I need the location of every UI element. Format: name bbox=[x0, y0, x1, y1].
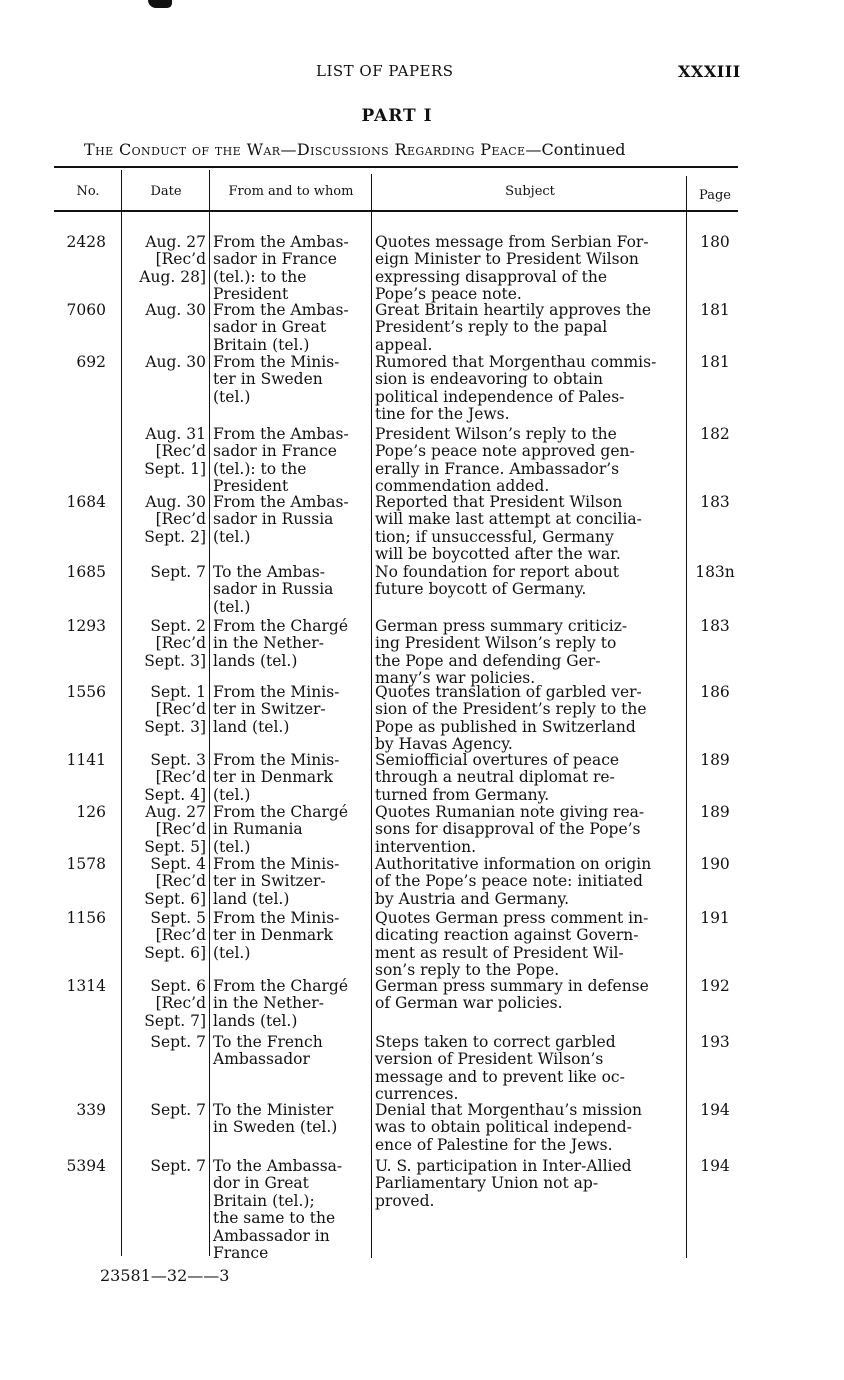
subject-line: expressing disapproval of the bbox=[375, 267, 608, 286]
running-head-page-number: XXXIII bbox=[678, 62, 741, 81]
row-number: 1556 bbox=[66, 683, 106, 701]
date-line: Sept. 3 bbox=[150, 751, 206, 769]
row-subject bbox=[375, 1158, 681, 1210]
from-line: sador in France bbox=[213, 250, 337, 269]
subject-line: Quotes message from Serbian For- bbox=[375, 233, 649, 251]
column-divider-3 bbox=[371, 174, 372, 1258]
subject-line: Steps taken to correct garbled bbox=[375, 1033, 616, 1051]
subject-line: sons for disapproval of the Pope’s bbox=[375, 820, 641, 839]
from-line: Britain (tel.) bbox=[213, 335, 310, 354]
row-from-to bbox=[213, 752, 368, 804]
row-date bbox=[124, 684, 206, 736]
from-line: From the Ambas- bbox=[213, 301, 349, 319]
row-page: 189 bbox=[700, 803, 730, 821]
row-number: 5394 bbox=[66, 1157, 106, 1175]
date-line: Sept. 7 bbox=[150, 1157, 206, 1175]
date-line: Sept. 2] bbox=[144, 527, 206, 546]
row-from-to bbox=[213, 804, 368, 856]
from-line: From the Chargé bbox=[213, 803, 349, 821]
subject-line: will make last attempt at concilia- bbox=[375, 510, 642, 529]
row-from-to bbox=[213, 234, 368, 304]
row-page: 190 bbox=[700, 855, 730, 873]
date-line: [Rec’d bbox=[155, 442, 206, 461]
row-page: 189 bbox=[700, 751, 730, 769]
row-from-to bbox=[213, 1158, 368, 1262]
date-line: [Rec’d bbox=[155, 994, 206, 1013]
row-number: 126 bbox=[76, 803, 106, 821]
date-line: Sept. 7 bbox=[150, 563, 206, 581]
from-line: sador in Russia bbox=[213, 580, 334, 599]
subject-line: turned from Germany. bbox=[375, 785, 550, 804]
section-heading-continued: —Continued bbox=[525, 140, 626, 159]
row-subject bbox=[375, 804, 681, 856]
from-line: President bbox=[213, 477, 289, 496]
row-subject bbox=[375, 426, 681, 496]
row-from-to bbox=[213, 978, 368, 1030]
from-line: ter in Denmark bbox=[213, 926, 333, 945]
row-subject bbox=[375, 684, 681, 754]
row-subject bbox=[375, 1034, 681, 1104]
row-page: 181 bbox=[700, 353, 730, 371]
row-date bbox=[124, 302, 206, 319]
date-line: Sept. 7 bbox=[150, 1033, 206, 1051]
from-line: From the Ambas- bbox=[213, 425, 349, 443]
from-line: in Sweden (tel.) bbox=[213, 1118, 338, 1137]
subject-line: erally in France. Ambassador’s bbox=[375, 459, 620, 478]
row-from-to bbox=[213, 856, 368, 908]
subject-line: by Havas Agency. bbox=[375, 735, 513, 754]
subject-line: Quotes Rumanian note giving rea- bbox=[375, 803, 645, 821]
from-line: dor in Great bbox=[213, 1174, 309, 1193]
column-header-no: No. bbox=[76, 184, 100, 199]
subject-line: Pope as published in Switzerland bbox=[375, 717, 636, 736]
row-from-to bbox=[213, 426, 368, 496]
subject-line: of German war policies. bbox=[375, 994, 563, 1013]
subject-line: currences. bbox=[375, 1085, 459, 1104]
subject-line: tion; if unsuccessful, Germany bbox=[375, 527, 614, 546]
row-from-to bbox=[213, 1034, 368, 1069]
subject-line: son’s reply to the Pope. bbox=[375, 961, 560, 980]
from-line: in the Nether- bbox=[213, 994, 324, 1013]
row-page: 183n bbox=[695, 563, 735, 581]
subject-line: Reported that President Wilson bbox=[375, 493, 623, 511]
row-subject bbox=[375, 354, 681, 424]
from-line: land (tel.) bbox=[213, 889, 290, 908]
date-line: Sept. 4] bbox=[144, 785, 206, 804]
row-page: 182 bbox=[700, 425, 730, 443]
subject-line: ing President Wilson’s reply to bbox=[375, 634, 617, 653]
row-date bbox=[124, 804, 206, 856]
subject-line: the Pope and defending Ger- bbox=[375, 651, 601, 670]
date-line: Sept. 7 bbox=[150, 1101, 206, 1119]
row-page: 183 bbox=[700, 617, 730, 635]
row-subject bbox=[375, 752, 681, 804]
row-number: 1578 bbox=[66, 855, 106, 873]
row-page: 180 bbox=[700, 233, 730, 251]
subject-line: Denial that Morgenthau’s mission bbox=[375, 1101, 643, 1119]
from-line: From the Minis- bbox=[213, 683, 340, 701]
from-line: (tel.) bbox=[213, 597, 251, 616]
running-head-title: LIST OF PAPERS bbox=[316, 62, 454, 80]
row-subject bbox=[375, 618, 681, 688]
row-date bbox=[124, 1102, 206, 1119]
from-line: (tel.): to the bbox=[213, 267, 307, 286]
from-line: From the Minis- bbox=[213, 909, 340, 927]
row-date bbox=[124, 354, 206, 371]
subject-line: sion is endeavoring to obtain bbox=[375, 370, 603, 389]
from-line: (tel.) bbox=[213, 785, 251, 804]
subject-line: was to obtain political independ- bbox=[375, 1118, 632, 1137]
row-date bbox=[124, 978, 206, 1030]
subject-line: eign Minister to President Wilson bbox=[375, 250, 639, 269]
subject-line: ment as result of President Wil- bbox=[375, 943, 624, 962]
from-line: (tel.) bbox=[213, 837, 251, 856]
from-line: lands (tel.) bbox=[213, 1011, 298, 1030]
from-line: land (tel.) bbox=[213, 717, 290, 736]
row-number: 7060 bbox=[66, 301, 106, 319]
row-from-to bbox=[213, 618, 368, 670]
from-line: From the Minis- bbox=[213, 751, 340, 769]
row-date bbox=[124, 494, 206, 546]
from-line: To the French bbox=[213, 1033, 323, 1051]
subject-line: by Austria and Germany. bbox=[375, 889, 570, 908]
subject-line: Quotes translation of garbled ver- bbox=[375, 683, 642, 701]
column-divider-4 bbox=[686, 176, 687, 1258]
date-line: Sept. 1 bbox=[150, 683, 206, 701]
date-line: Aug. 31 bbox=[145, 425, 206, 443]
subject-line: Pope’s peace note approved gen- bbox=[375, 442, 635, 461]
row-number: 2428 bbox=[66, 233, 106, 251]
date-line: Sept. 3] bbox=[144, 651, 206, 670]
row-page: 191 bbox=[700, 909, 730, 927]
subject-line: sion of the President’s reply to the bbox=[375, 700, 647, 719]
row-page: 186 bbox=[700, 683, 730, 701]
subject-line: commendation added. bbox=[375, 477, 550, 496]
date-line: [Rec’d bbox=[155, 768, 206, 787]
row-date bbox=[124, 426, 206, 478]
printer-signature: 23581—32——3 bbox=[100, 1266, 230, 1285]
subject-line: Pope’s peace note. bbox=[375, 285, 522, 304]
subject-line: German press summary criticiz- bbox=[375, 617, 628, 635]
from-line: Britain (tel.); bbox=[213, 1191, 315, 1210]
subject-line: message and to prevent like oc- bbox=[375, 1067, 625, 1086]
row-from-to bbox=[213, 302, 368, 354]
from-line: sador in Great bbox=[213, 318, 327, 337]
from-line: To the Minister bbox=[213, 1101, 334, 1119]
row-number: 692 bbox=[76, 353, 106, 371]
from-line: From the Minis- bbox=[213, 353, 340, 371]
row-from-to bbox=[213, 564, 368, 616]
from-line: From the Ambas- bbox=[213, 233, 349, 251]
date-line: [Rec’d bbox=[155, 510, 206, 529]
row-page: 183 bbox=[700, 493, 730, 511]
subject-line: of the Pope’s peace note: initiated bbox=[375, 872, 643, 891]
subject-line: German press summary in defense bbox=[375, 977, 649, 995]
date-line: Sept. 7] bbox=[144, 1011, 206, 1030]
from-line: in Rumania bbox=[213, 820, 303, 839]
row-number: 1141 bbox=[66, 751, 106, 769]
row-page: 193 bbox=[700, 1033, 730, 1051]
row-number: 1684 bbox=[66, 493, 106, 511]
row-date bbox=[124, 856, 206, 908]
row-date bbox=[124, 910, 206, 962]
row-from-to bbox=[213, 910, 368, 962]
subject-line: Semiofficial overtures of peace bbox=[375, 751, 620, 769]
date-line: Sept. 3] bbox=[144, 717, 206, 736]
subject-line: President Wilson’s reply to the bbox=[375, 425, 617, 443]
date-line: Sept. 2 bbox=[150, 617, 206, 635]
subject-line: President’s reply to the papal bbox=[375, 318, 608, 337]
from-line: To the Ambas- bbox=[213, 563, 325, 581]
subject-line: tine for the Jews. bbox=[375, 405, 510, 424]
row-page: 194 bbox=[700, 1101, 730, 1119]
from-line: From the Minis- bbox=[213, 855, 340, 873]
from-line: From the Chargé bbox=[213, 977, 349, 995]
column-header-page: Page bbox=[699, 188, 731, 203]
section-heading-main: The Conduct of the War—Discussions Regarding Peace bbox=[84, 140, 526, 159]
row-number: 1293 bbox=[66, 617, 106, 635]
from-line: (tel.): to the bbox=[213, 459, 307, 478]
from-line: the same to the bbox=[213, 1209, 336, 1228]
from-line: France bbox=[213, 1244, 269, 1263]
row-date bbox=[124, 564, 206, 581]
date-line: [Rec’d bbox=[155, 872, 206, 891]
date-line: Aug. 30 bbox=[145, 353, 206, 371]
subject-line: intervention. bbox=[375, 837, 477, 856]
corner-ink-mark bbox=[148, 0, 172, 8]
from-line: sador in Russia bbox=[213, 510, 334, 529]
from-line: lands (tel.) bbox=[213, 651, 298, 670]
column-divider-1 bbox=[121, 170, 122, 1256]
from-line: From the Chargé bbox=[213, 617, 349, 635]
row-from-to bbox=[213, 684, 368, 736]
subject-line: through a neutral diplomat re- bbox=[375, 768, 615, 787]
row-number: 1156 bbox=[66, 909, 106, 927]
date-line: [Rec’d bbox=[155, 926, 206, 945]
row-number: 339 bbox=[76, 1101, 106, 1119]
row-from-to bbox=[213, 354, 368, 406]
from-line: ter in Switzer- bbox=[213, 700, 326, 719]
subject-line: Great Britain heartily approves the bbox=[375, 301, 652, 319]
row-subject bbox=[375, 234, 681, 304]
subject-line: U. S. participation in Inter-Allied bbox=[375, 1157, 632, 1175]
row-from-to bbox=[213, 494, 368, 546]
from-line: in the Nether- bbox=[213, 634, 324, 653]
subject-line: Quotes German press comment in- bbox=[375, 909, 649, 927]
date-line: Sept. 1] bbox=[144, 459, 206, 478]
from-line: To the Ambassa- bbox=[213, 1157, 343, 1175]
row-date bbox=[124, 1158, 206, 1175]
date-line: Sept. 4 bbox=[150, 855, 206, 873]
date-line: Sept. 5] bbox=[144, 837, 206, 856]
row-from-to bbox=[213, 1102, 368, 1137]
row-page: 194 bbox=[700, 1157, 730, 1175]
section-heading bbox=[84, 140, 626, 159]
column-header-subject: Subject bbox=[505, 184, 555, 199]
subject-line: appeal. bbox=[375, 335, 433, 354]
column-divider-2 bbox=[209, 170, 210, 1256]
row-subject bbox=[375, 494, 681, 564]
subject-line: Parliamentary Union not ap- bbox=[375, 1174, 599, 1193]
from-line: President bbox=[213, 285, 289, 304]
row-number: 1685 bbox=[66, 563, 106, 581]
subject-line: No foundation for report about bbox=[375, 563, 619, 581]
from-line: Ambassador in bbox=[213, 1226, 330, 1245]
subject-line: political independence of Pales- bbox=[375, 387, 625, 406]
date-line: Aug. 27 bbox=[145, 803, 206, 821]
subject-line: Rumored that Morgenthau commis- bbox=[375, 353, 657, 371]
column-header-date: Date bbox=[150, 184, 182, 199]
subject-line: many’s war policies. bbox=[375, 669, 536, 688]
from-line: (tel.) bbox=[213, 943, 251, 962]
subject-line: dicating reaction against Govern- bbox=[375, 926, 639, 945]
row-subject bbox=[375, 856, 681, 908]
date-line: Aug. 30 bbox=[145, 493, 206, 511]
row-date bbox=[124, 618, 206, 670]
date-line: Sept. 6 bbox=[150, 977, 206, 995]
from-line: From the Ambas- bbox=[213, 493, 349, 511]
subject-line: proved. bbox=[375, 1191, 435, 1210]
date-line: Aug. 30 bbox=[145, 301, 206, 319]
subject-line: will be boycotted after the war. bbox=[375, 545, 621, 564]
date-line: Sept. 6] bbox=[144, 943, 206, 962]
from-line: Ambassador bbox=[213, 1050, 310, 1069]
date-line: [Rec’d bbox=[155, 634, 206, 653]
row-subject bbox=[375, 978, 681, 1013]
from-line: ter in Denmark bbox=[213, 768, 333, 787]
from-line: ter in Switzer- bbox=[213, 872, 326, 891]
part-heading: PART I bbox=[361, 106, 433, 126]
from-line: (tel.) bbox=[213, 387, 251, 406]
row-subject bbox=[375, 564, 681, 599]
row-subject bbox=[375, 910, 681, 980]
from-line: (tel.) bbox=[213, 527, 251, 546]
row-number: 1314 bbox=[66, 977, 106, 995]
date-line: [Rec’d bbox=[155, 250, 206, 269]
subject-line: version of President Wilson’s bbox=[375, 1050, 604, 1069]
row-page: 192 bbox=[700, 977, 730, 995]
from-line: sador in France bbox=[213, 442, 337, 461]
header-bottom-rule bbox=[54, 210, 738, 212]
row-date bbox=[124, 1034, 206, 1051]
row-date bbox=[124, 234, 206, 286]
date-line: [Rec’d bbox=[155, 700, 206, 719]
row-subject bbox=[375, 1102, 681, 1154]
table-top-rule bbox=[54, 166, 738, 168]
date-line: Aug. 27 bbox=[145, 233, 206, 251]
date-line: [Rec’d bbox=[155, 820, 206, 839]
row-page: 181 bbox=[700, 301, 730, 319]
date-line: Sept. 6] bbox=[144, 889, 206, 908]
row-date bbox=[124, 752, 206, 804]
row-subject bbox=[375, 302, 681, 354]
subject-line: future boycott of Germany. bbox=[375, 580, 587, 599]
subject-line: Authoritative information on origin bbox=[375, 855, 652, 873]
column-header-from: From and to whom bbox=[228, 184, 354, 199]
date-line: Aug. 28] bbox=[139, 267, 206, 286]
from-line: ter in Sweden bbox=[213, 370, 323, 389]
subject-line: ence of Palestine for the Jews. bbox=[375, 1135, 613, 1154]
date-line: Sept. 5 bbox=[150, 909, 206, 927]
